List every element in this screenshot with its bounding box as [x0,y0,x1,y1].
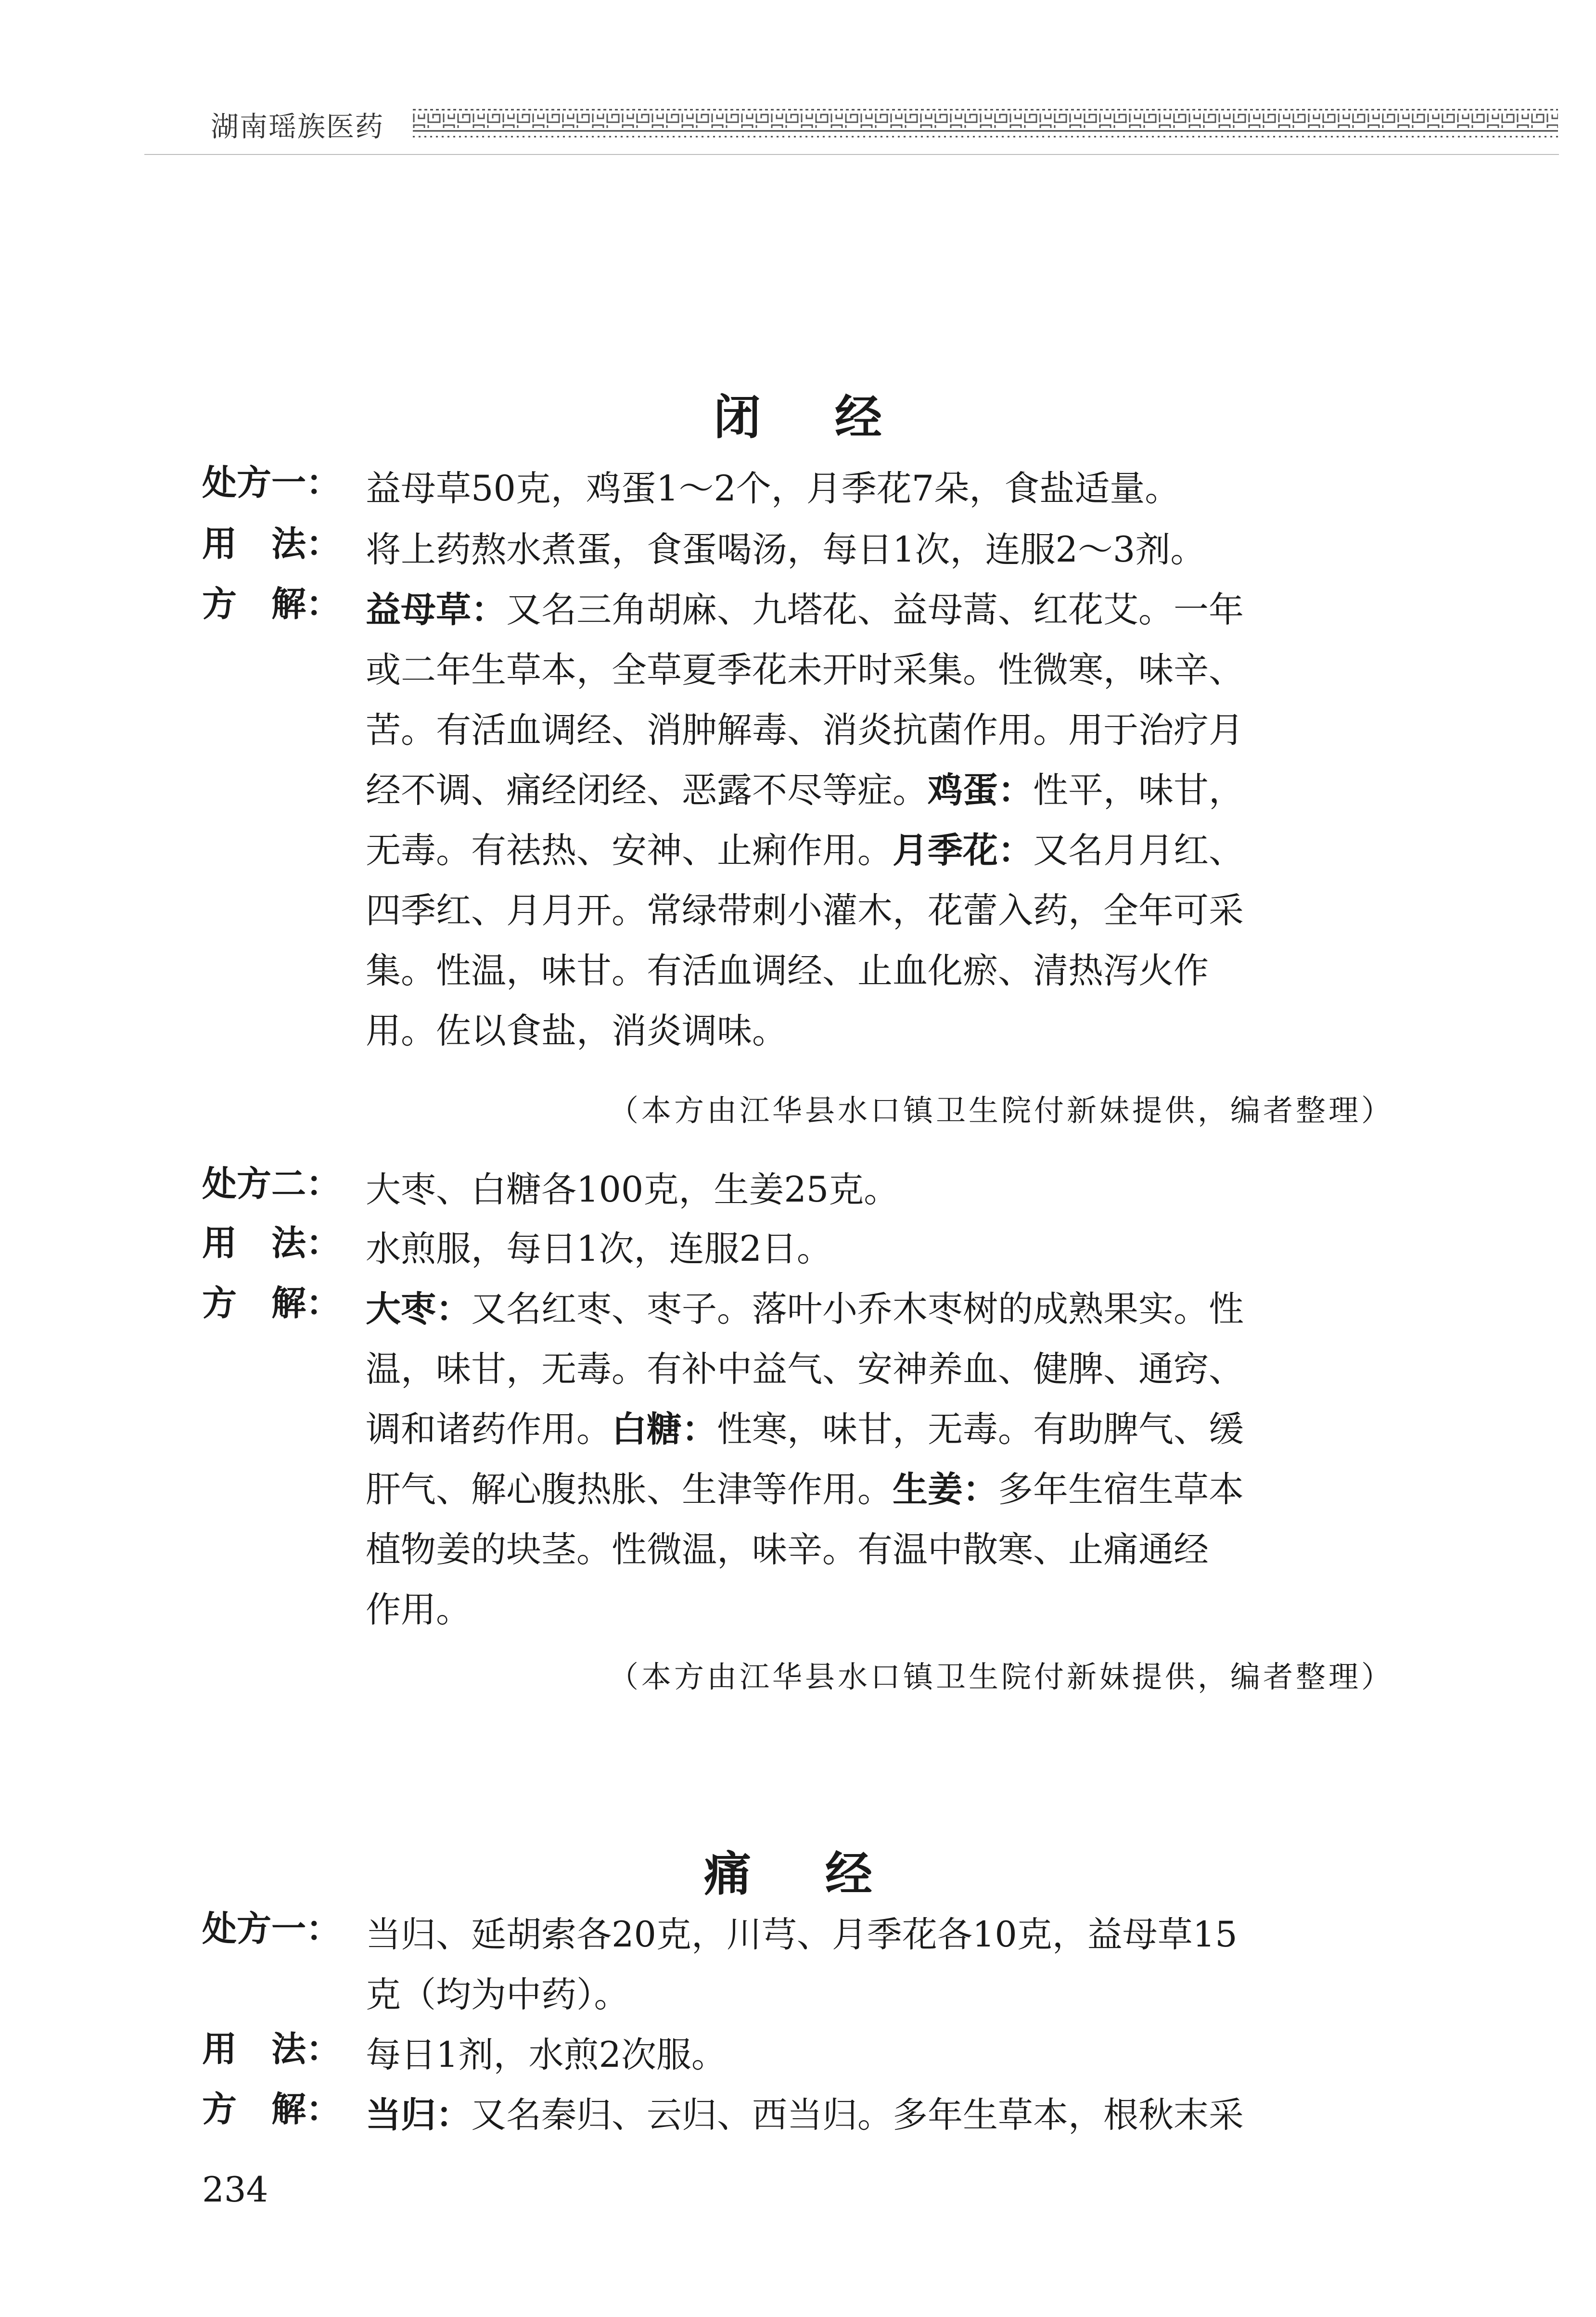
explanation-label: 方 解： [202,584,341,624]
decorative-border-pattern [413,109,1558,140]
source-note: （本方由江华县水口镇卫生院付新妹提供，编者整理） [608,1659,1394,1694]
header-rule [144,154,1559,155]
explanation-label: 方 解： [202,2089,341,2129]
prescription-label: 处方一： [202,462,341,503]
usage-label: 用 法： [202,1223,341,1263]
explanation-label: 方 解： [202,1283,341,1323]
usage-label: 用 法： [202,524,341,564]
explanation-text: 当归：又名秦归、云归、西当归。多年生草本，根秋末采 [366,2095,1244,2136]
usage-text: 水煎服，每日1次，连服2日。 [366,1229,832,1269]
prescription-text: 益母草50克，鸡蛋1～2个，月季花7朵，食盐适量。 [366,468,1180,509]
prescription-text: 大枣、白糖各100克，生姜25克。 [366,1169,899,1210]
running-header-title: 湖南瑶族医药 [211,110,384,143]
section-title-amenorrhea: 闭 经 [713,390,911,445]
prescription-label: 处方一： [202,1908,341,1949]
section-title-dysmenorrhea: 痛 经 [703,1847,902,1902]
prescription-text: 当归、延胡索各20克，川芎、月季花各10克，益母草15 克（均为中药）。 [366,1914,1238,2015]
source-note: （本方由江华县水口镇卫生院付新妹提供，编者整理） [608,1093,1394,1128]
usage-text: 每日1剂，水煎2次服。 [366,2035,727,2075]
explanation-text: 益母草：又名三角胡麻、九塔花、益母蒿、红花艾。一年 或二年生草本，全草夏季花未开时采集。性微寒，味辛、 苦。有活血调经、消肿解毒、消炎抗菌作用。用于治疗月 经不调、痛经闭经、恶露不尽等症。鸡蛋：性平，味甘， 无毒。有祛热、安神、止痢作用。月季花：又名月月红、 四季红、月月开。常绿带刺小灌木，花蕾入药，全年可采 集。性温，味甘。有活血调经、止血化瘀、清热泻火作 用。佐以食盐，消炎调味。 [366,589,1244,1051]
page-number: 234 [202,2169,268,2210]
prescription-label: 处方二： [202,1164,341,1204]
usage-label: 用 法： [202,2029,341,2069]
usage-text: 将上药熬水煮蛋，食蛋喝汤，每日1次，连服2～3剂。 [366,529,1206,570]
explanation-text: 大枣：又名红枣、枣子。落叶小乔木枣树的成熟果实。性 温，味甘，无毒。有补中益气、安神养血、健脾、通窍、 调和诸药作用。白糖：性寒，味甘，无毒。有助脾气、缓 肝气、解心腹热胀、生津等作用。生姜：多年生宿生草本 植物姜的块茎。性微温，味辛。有温中散寒、止痛通经 作用。 [366,1289,1244,1630]
